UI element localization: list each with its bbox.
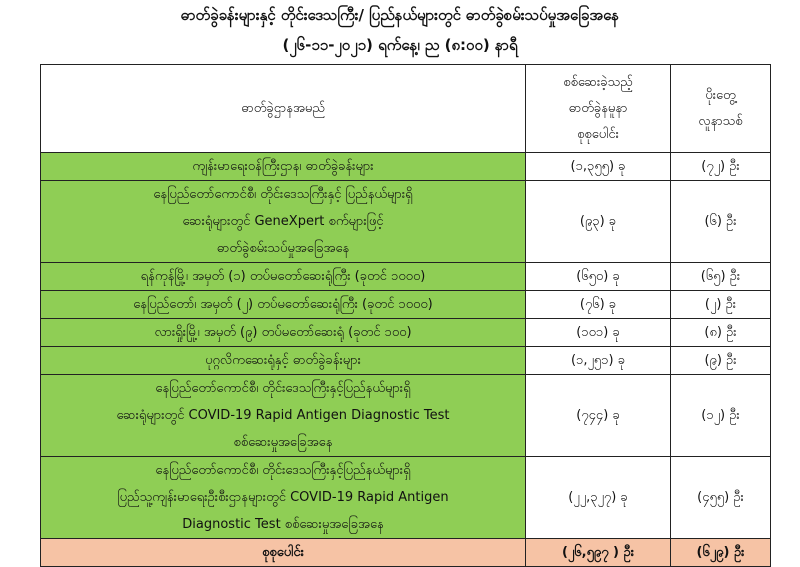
lab-name-line: ရန်ကုန်မြို့၊ အမှတ် (၁) တပ်မတော်ဆေးရုံကြီး (ခုတင် ၁၀၀၀) (140, 269, 426, 284)
table-row (41, 319, 771, 347)
lab-name-line: နေပြည်တော်ကောင်စီ၊ တိုင်းဒေသကြီးနှင့် ပြည်နယ်များရှိ (153, 187, 413, 202)
lab-name-line: ဆေးရုံများတွင် COVID-19 Rapid Antigen Diagnostic Test (116, 408, 450, 423)
table-row (41, 291, 771, 319)
positive-cell: (၉) ဦး (671, 347, 771, 375)
lab-name-cell (41, 319, 526, 347)
samples-cell: (၁၀၁) ခု (526, 319, 671, 347)
lab-name-cell (41, 181, 526, 263)
lab-name-line: စစ်ဆေးမှုအခြေအနေ (233, 435, 333, 450)
positive-cell: (၆၅) ဦး (671, 263, 771, 291)
lab-name-cell (41, 153, 526, 181)
total-label-cell: စုစုပေါင်း (41, 539, 526, 567)
positive-cell: (၆) ဦး (671, 181, 771, 263)
table-row (41, 347, 771, 375)
samples-cell: (၉၃) ခု (526, 181, 671, 263)
lab-name-line: Diagnostic Test စစ်ဆေးမှုအခြေအနေ (182, 517, 384, 532)
lab-test-table (40, 64, 771, 567)
table-row (41, 457, 771, 539)
samples-cell: (၇၄၄) ခု (526, 375, 671, 457)
header-line: ဓာတ်ခွဲဌာနအမည် (241, 100, 325, 116)
samples-cell: (၂၂,၃၂၇) ခု (526, 457, 671, 539)
lab-name-line: နေပြည်တော်၊ အမှတ် (၂) တပ်မတော်ဆေးရုံကြီး (ခုတင် ၁၀၀၀) (133, 297, 433, 312)
positive-cell: (၄၅၅) ဦး (671, 457, 771, 539)
lab-name-line: ပြည်သူ့ကျန်းမာရေးဦးစီးဌာနများတွင် COVID-19 Rapid Antigen (117, 490, 449, 505)
lab-name-line: လားရှိုးမြို့၊ အမှတ် (၉) တပ်မတော်ဆေးရုံ (ခုတင် ၁၀၀) (154, 325, 412, 340)
lab-name-line: ဓာတ်ခွဲစမ်းသပ်မှုအခြေအနေ (216, 241, 350, 256)
lab-name-cell (41, 347, 526, 375)
lab-name-line: ကျန်းမာရေးဝန်ကြီးဌာန၊ ဓာတ်ခွဲခန်းများ (192, 159, 374, 174)
lab-name-cell (41, 291, 526, 319)
lab-name-line: ပုဂ္ဂလိကဆေးရုံနှင့် ဓာတ်ခွဲခန်းများ (205, 353, 361, 368)
positive-cell: (၁၂) ဦး (671, 375, 771, 457)
header-line: ဓာတ်ခွဲနမူနာ (568, 100, 628, 116)
total-positive-cell: (၆၂၉) ဦး (671, 539, 771, 567)
positive-cell: (၇၂) ဦး (671, 153, 771, 181)
report-title: ဓာတ်ခွဲခန်းများနှင့် တိုင်းဒေသကြီး/ ပြည်နယ်များတွင် ဓာတ်ခွဲစမ်းသပ်မှုအခြေအနေ (180, 6, 620, 24)
lab-name-cell (41, 457, 526, 539)
report-date: (၂၆-၁၁-၂၀၂၁) ရက်နေ့၊ ည (၈:၀၀) နာရီ (282, 36, 518, 54)
lab-name-cell (41, 375, 526, 457)
header-line: လူနာသစ် (698, 113, 743, 129)
samples-cell: (၁,၂၅၁) ခု (526, 347, 671, 375)
positive-cell: (၂) ဦး (671, 291, 771, 319)
header-lab-name (41, 65, 526, 153)
lab-name-line: နေပြည်တော်ကောင်စီ၊ တိုင်းဒေသကြီးနှင့်ပြည်နယ်များရှိ (155, 381, 411, 396)
header-line: ပိုးတွေ့ (705, 87, 736, 103)
total-row (41, 539, 771, 567)
lab-name-line: ဆေးရုံများတွင် GeneXpert စက်များဖြင့် (182, 214, 384, 229)
lab-name-cell (41, 263, 526, 291)
header-line: စစ်ဆေးခဲ့သည့် (563, 74, 633, 90)
lab-name-line: နေပြည်တော်ကောင်စီ၊ တိုင်းဒေသကြီးနှင့်ပြည်နယ်များရှိ (155, 463, 411, 478)
total-samples-cell: (၂၆,၅၉၇ ) ဦး (526, 539, 671, 567)
samples-cell: (၆၅၀) ခု (526, 263, 671, 291)
table-row (41, 153, 771, 181)
header-positive (671, 65, 771, 153)
samples-cell: (၁,၃၅၅) ခု (526, 153, 671, 181)
table-header-row (41, 65, 771, 153)
samples-cell: (၇၆) ခု (526, 291, 671, 319)
table-row (41, 263, 771, 291)
table-row (41, 181, 771, 263)
header-samples (526, 65, 671, 153)
table-row (41, 375, 771, 457)
positive-cell: (၈) ဦး (671, 319, 771, 347)
header-line: စုစုပေါင်း (577, 126, 619, 142)
